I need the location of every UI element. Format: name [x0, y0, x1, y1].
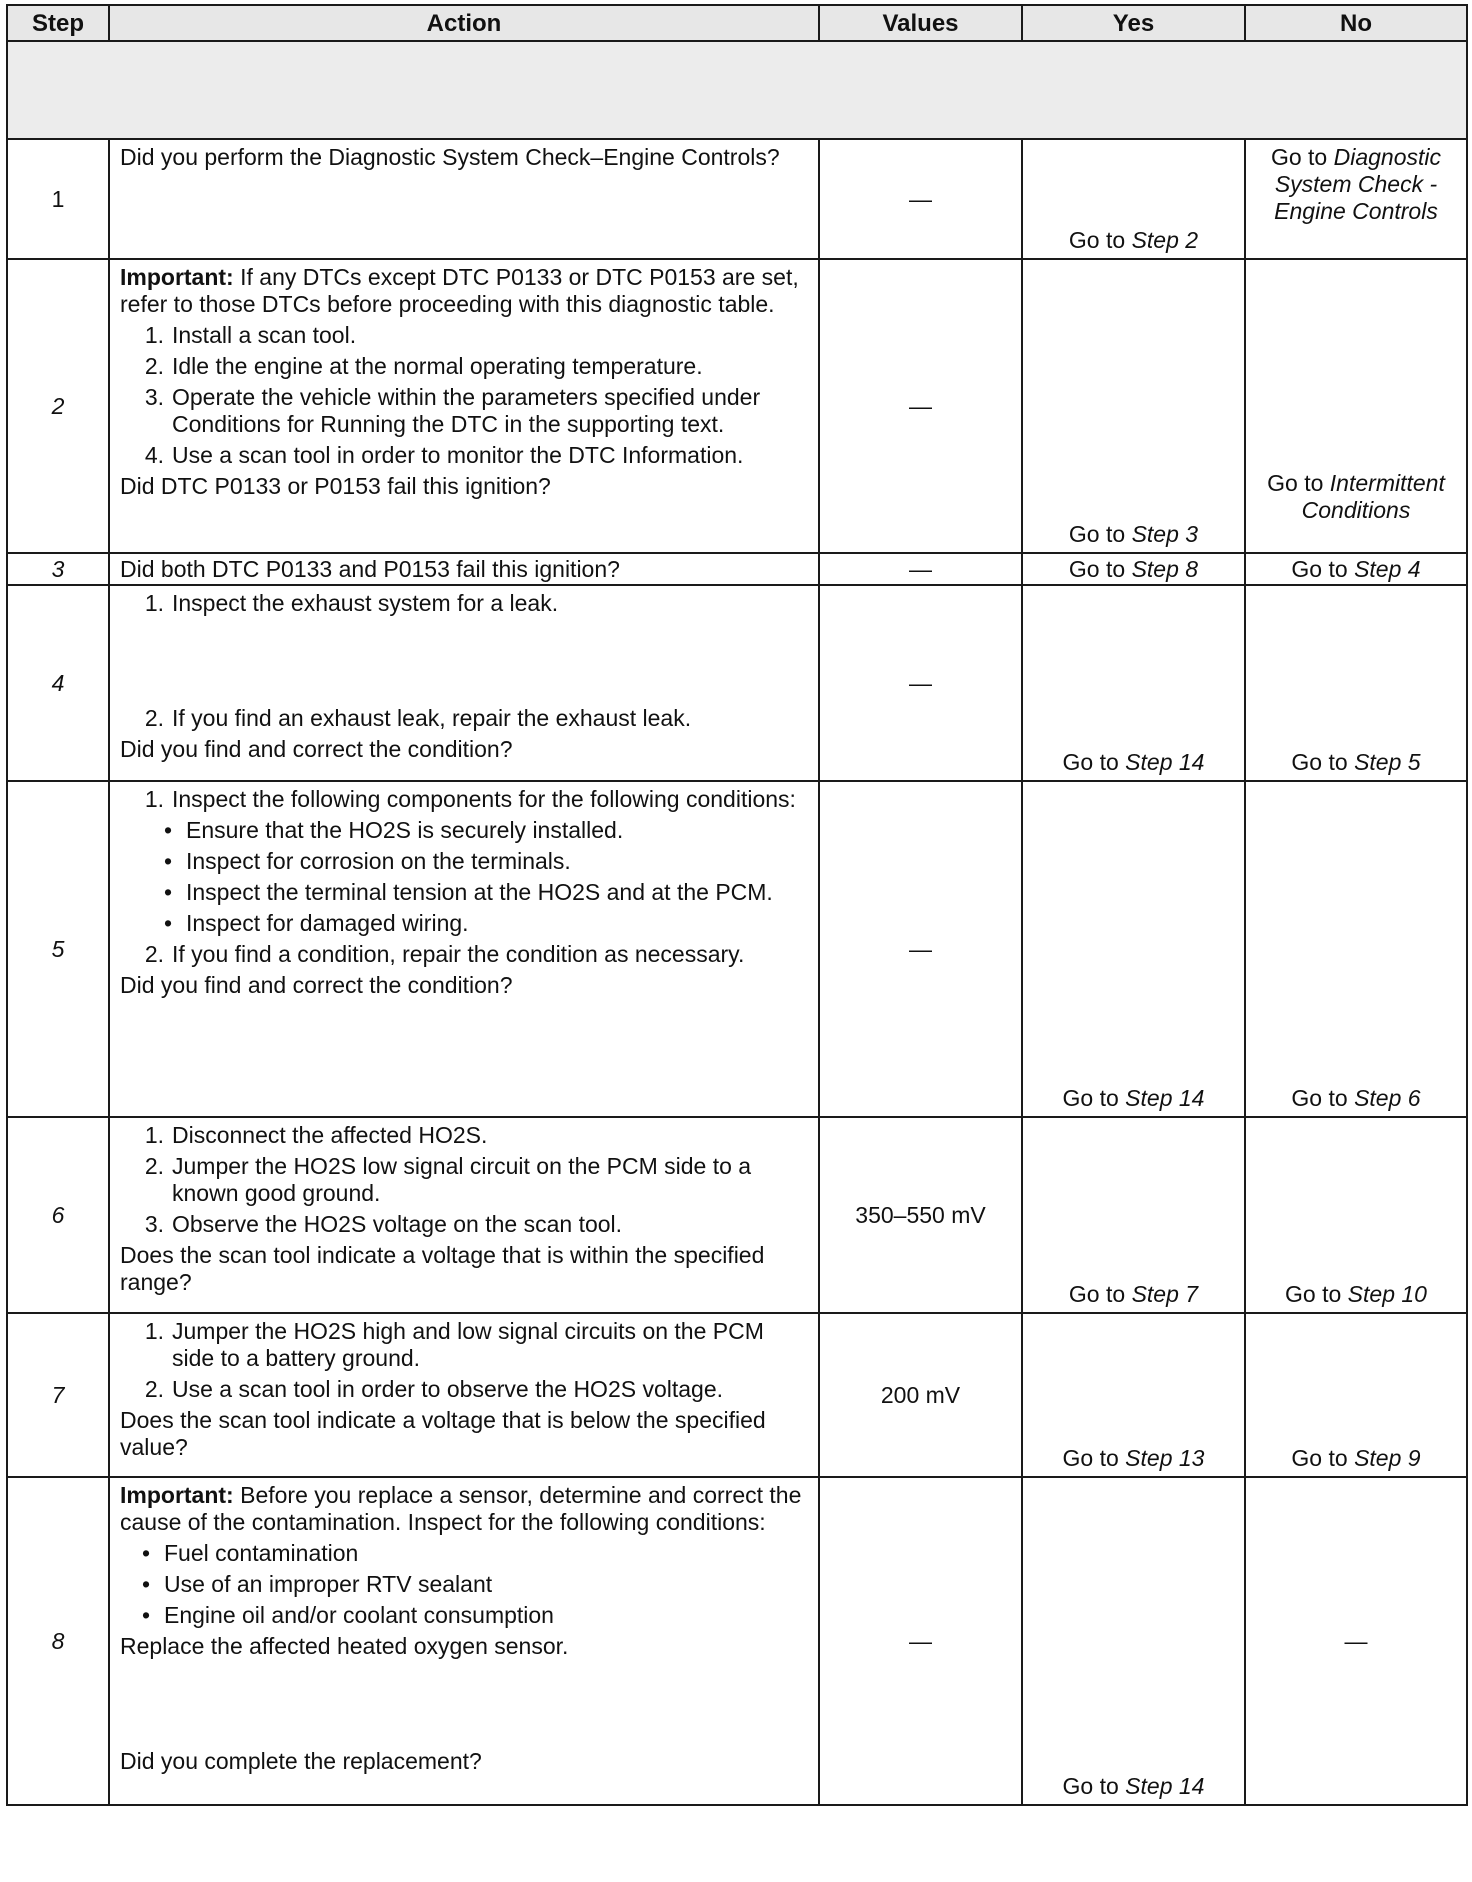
no-ref: Step 6 [1354, 1085, 1421, 1111]
no-cell [1245, 139, 1467, 259]
step-number: 7 [7, 1313, 109, 1477]
values-cell: — [819, 259, 1022, 553]
go-to-label: Go to [1285, 1281, 1342, 1307]
question-text: Did you find and correct the condition? [120, 972, 513, 998]
no-cell [1245, 1313, 1467, 1477]
condition-item: • Engine oil and/or coolant consumption [142, 1602, 554, 1628]
action-cell [109, 781, 819, 1117]
values-cell: — [819, 585, 1022, 781]
yes-cell [1022, 1477, 1245, 1805]
procedure-step: 4. Use a scan tool in order to monitor the DTC Information. [144, 442, 744, 468]
procedure-step: 1. Jumper the HO2S high and low signal circuits on the PCM side to a battery ground. [144, 1318, 764, 1371]
action-cell [109, 259, 819, 553]
go-to-label: Go to [1291, 555, 1348, 582]
go-to-label: Go to [1291, 1445, 1348, 1471]
yes-cell [1022, 1117, 1245, 1313]
banner-row [7, 41, 1467, 139]
yes-cell [1022, 553, 1245, 585]
condition-item: • Ensure that the HO2S is securely installed. [164, 817, 624, 843]
important-note [120, 1482, 810, 1536]
question-text: Does the scan tool indicate a voltage that is within the specified range? [120, 1242, 765, 1295]
yes-ref: Step 14 [1125, 1085, 1205, 1111]
important-label: Important: [120, 264, 234, 290]
header-no: No [1245, 5, 1467, 41]
step-number: 8 [7, 1477, 109, 1805]
no-cell [1245, 585, 1467, 781]
yes-cell [1022, 1313, 1245, 1477]
action-cell [109, 1477, 819, 1805]
go-to-label: Go to [1062, 1445, 1119, 1471]
header-yes: Yes [1022, 5, 1245, 41]
yes-ref: Step 14 [1125, 1773, 1205, 1799]
procedure-step: 3. Operate the vehicle within the parameters specified under Conditions for Running the DTC in the supporting text. [144, 384, 761, 437]
table-row [7, 781, 1467, 1117]
values-cell: — [819, 781, 1022, 1117]
question-text: Does the scan tool indicate a voltage that is below the specified value? [120, 1407, 766, 1460]
go-to-label: Go to [1062, 1085, 1119, 1111]
condition-list [120, 1540, 810, 1629]
important-text: If any DTCs except DTC P0133 or DTC P0153 are set, refer to those DTCs before proceeding with this diagnostic table. [120, 264, 799, 317]
spacer [120, 621, 810, 701]
no-cell [1245, 553, 1467, 585]
table-row [7, 139, 1467, 259]
procedure-step: 2. Jumper the HO2S low signal circuit on the PCM side to a known good ground. [144, 1153, 752, 1206]
condition-item: • Use of an improper RTV sealant [142, 1571, 493, 1597]
condition-item: • Inspect for damaged wiring. [164, 910, 469, 936]
no-cell [1245, 781, 1467, 1117]
table-row [7, 1477, 1467, 1805]
important-label: Important: [120, 1482, 234, 1508]
diagnostic-table [6, 4, 1468, 1806]
table-header-row [7, 5, 1467, 41]
important-note [120, 264, 810, 318]
values-cell: 350–550 mV [819, 1117, 1022, 1313]
table-row [7, 1117, 1467, 1313]
step-number: 6 [7, 1117, 109, 1313]
yes-ref: Step 8 [1131, 555, 1199, 582]
procedure-list [120, 786, 810, 968]
yes-cell [1022, 259, 1245, 553]
no-ref: Step 4 [1354, 555, 1421, 582]
values-cell: 200 mV [819, 1313, 1022, 1477]
no-cell [1245, 1117, 1467, 1313]
table-row [7, 553, 1467, 585]
important-text: Before you replace a sensor, determine and correct the cause of the contamination. Inspect for the following conditions: [120, 1482, 802, 1535]
values-cell: — [819, 553, 1022, 585]
action-cell [109, 1313, 819, 1477]
header-step: Step [7, 5, 109, 41]
step-number: 5 [7, 781, 109, 1117]
go-to-label: Go to [1291, 749, 1348, 775]
action-cell [109, 139, 819, 259]
no-ref: Step 10 [1347, 1281, 1427, 1307]
procedure-step: 1. Inspect the exhaust system for a leak. [144, 590, 559, 616]
yes-ref: Step 3 [1131, 521, 1199, 547]
question-text: Did both DTC P0133 and P0153 fail this ignition? [120, 555, 620, 582]
values-cell: — [819, 139, 1022, 259]
go-to-label: Go to [1270, 144, 1328, 170]
replace-instruction: Replace the affected heated oxygen sensor. [120, 1633, 569, 1659]
go-to-label: Go to [1291, 1085, 1348, 1111]
procedure-step: 1. Disconnect the affected HO2S. [144, 1122, 488, 1148]
no-cell [1245, 259, 1467, 553]
question-text: Did you find and correct the condition? [120, 736, 513, 762]
step-number: 2 [7, 259, 109, 553]
action-cell [109, 1117, 819, 1313]
go-to-label: Go to [1068, 1281, 1126, 1307]
go-to-label: Go to [1267, 470, 1324, 496]
go-to-label: Go to [1068, 521, 1126, 547]
procedure-step: 3. Observe the HO2S voltage on the scan tool. [144, 1211, 623, 1237]
step-number: 3 [7, 553, 109, 585]
question-text: Did you complete the replacement? [120, 1748, 482, 1774]
no-ref: Step 9 [1354, 1445, 1421, 1471]
go-to-label: Go to [1062, 1773, 1119, 1799]
no-ref: Step 5 [1354, 749, 1421, 775]
procedure-step: 2. Idle the engine at the normal operating temperature. [144, 353, 703, 379]
banner-cell [7, 41, 1467, 139]
no-ref: Intermittent Conditions [1301, 470, 1445, 523]
yes-ref: Step 13 [1125, 1445, 1205, 1471]
procedure-step: 2. If you find a condition, repair the condition as necessary. [144, 941, 745, 967]
step-number: 4 [7, 585, 109, 781]
table-row [7, 1313, 1467, 1477]
procedure-step: 1. Install a scan tool. [144, 322, 357, 348]
no-cell: — [1245, 1477, 1467, 1805]
procedure-list [120, 1122, 810, 1238]
spacer [120, 1664, 810, 1748]
yes-ref: Step 14 [1125, 749, 1205, 775]
condition-item: • Fuel contamination [142, 1540, 359, 1566]
go-to-label: Go to [1068, 555, 1126, 582]
table-row [7, 259, 1467, 553]
procedure-list [120, 590, 810, 732]
procedure-list [120, 1318, 810, 1403]
procedure-list [120, 322, 810, 469]
yes-cell [1022, 139, 1245, 259]
action-cell [109, 553, 819, 585]
question-text: Did DTC P0133 or P0153 fail this ignition? [120, 473, 551, 499]
yes-cell [1022, 585, 1245, 781]
action-cell [109, 585, 819, 781]
go-to-label: Go to [1062, 749, 1119, 775]
procedure-step: 2. If you find an exhaust leak, repair the exhaust leak. [144, 705, 692, 731]
question-text: Did you perform the Diagnostic System Check–Engine Controls? [120, 144, 780, 170]
header-action: Action [109, 5, 819, 41]
yes-ref: Step 7 [1131, 1281, 1199, 1307]
procedure-step: 2. Use a scan tool in order to observe the HO2S voltage. [144, 1376, 724, 1402]
table-row [7, 585, 1467, 781]
condition-item: • Inspect for corrosion on the terminals. [164, 848, 571, 874]
condition-item: • Inspect the terminal tension at the HO2S and at the PCM. [164, 879, 773, 905]
procedure-step: 1. Inspect the following components for the following conditions: • Ensure that the HO2S is securely installed. • Inspect for corrosion on the terminals. • Inspect the terminal tension at the HO2S and at the PCM. • Inspect for damaged wiring. [120, 786, 810, 937]
condition-list [120, 817, 810, 937]
header-values: Values [819, 5, 1022, 41]
yes-cell [1022, 781, 1245, 1117]
values-cell: — [819, 1477, 1022, 1805]
go-to-label: Go to [1068, 227, 1126, 253]
step-number: 1 [7, 139, 109, 259]
yes-ref: Step 2 [1131, 227, 1199, 253]
no-ref: Diagnostic System Check - Engine Controls [1274, 144, 1442, 224]
